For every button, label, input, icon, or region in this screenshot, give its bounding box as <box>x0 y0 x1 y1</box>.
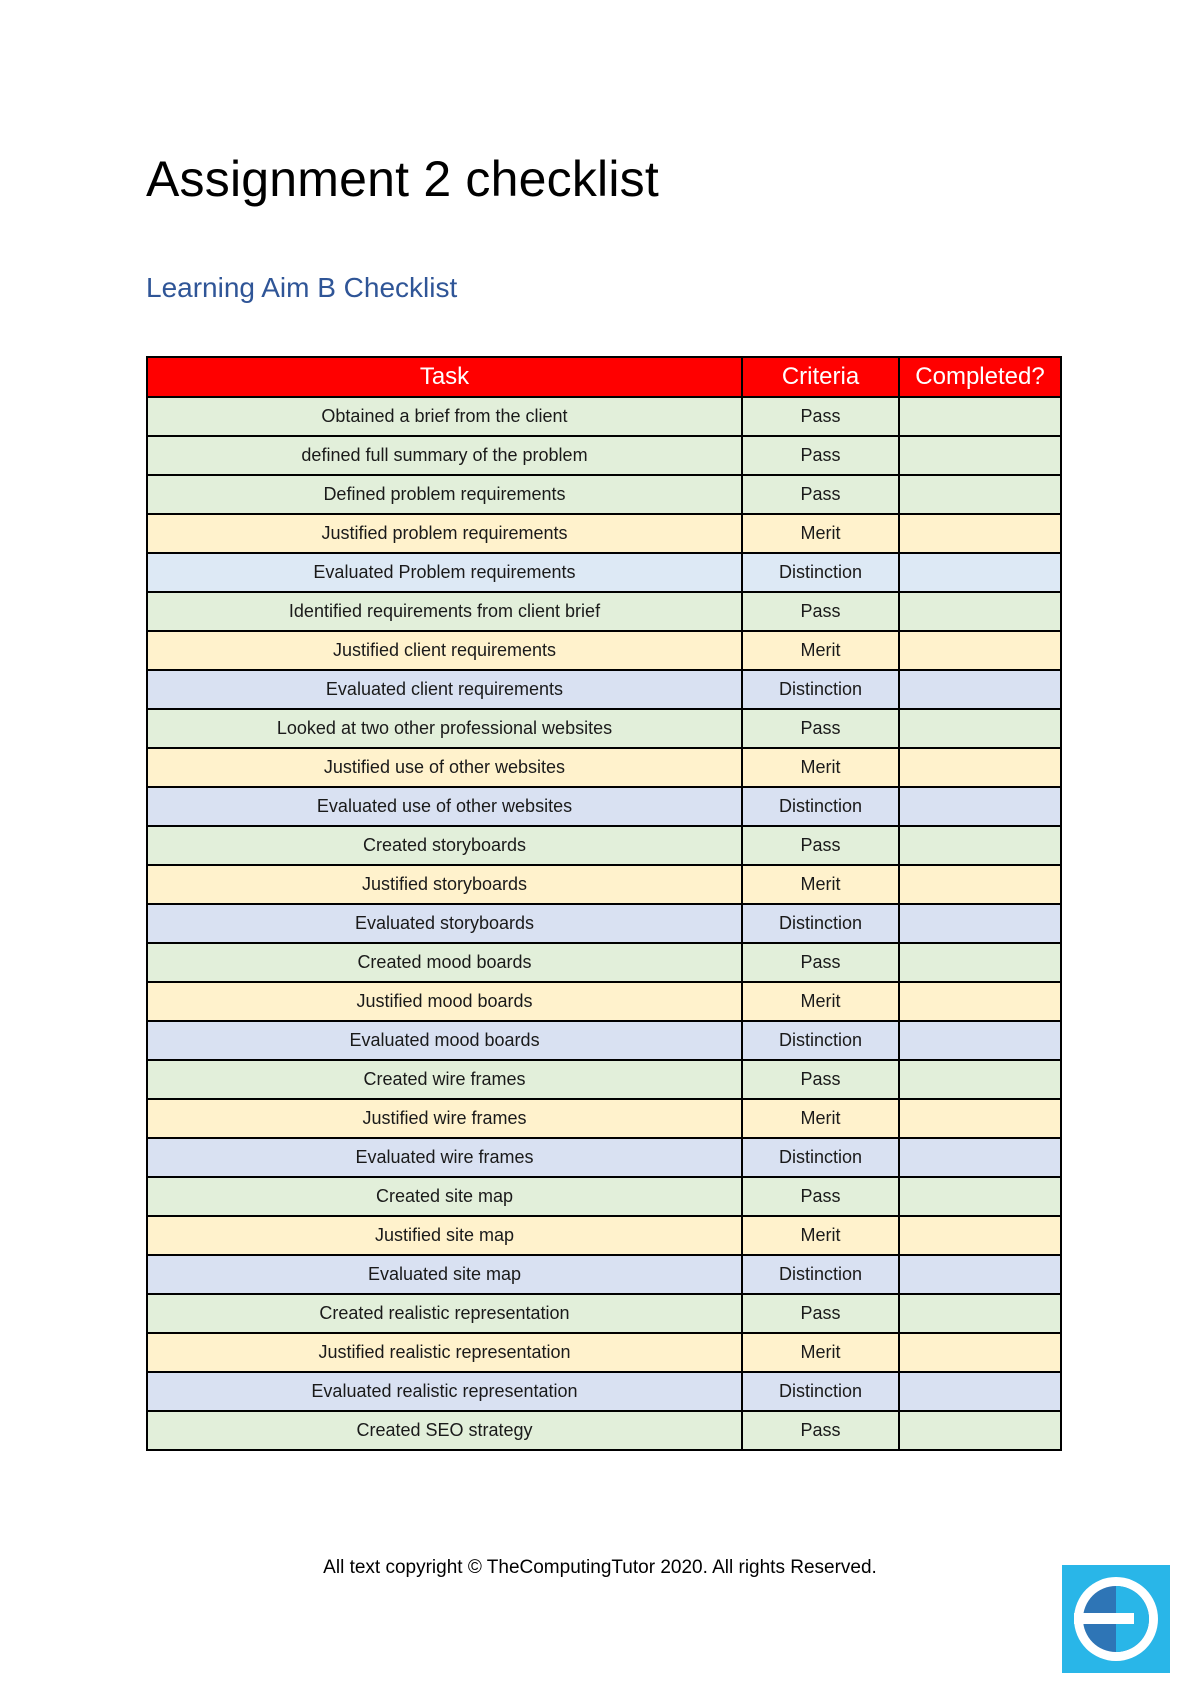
task-cell: Justified problem requirements <box>147 514 742 553</box>
criteria-cell: Merit <box>742 982 899 1021</box>
completed-cell[interactable] <box>899 1099 1061 1138</box>
task-cell: Evaluated Problem requirements <box>147 553 742 592</box>
completed-cell[interactable] <box>899 1021 1061 1060</box>
table-row <box>147 1099 1061 1138</box>
completed-cell[interactable] <box>899 553 1061 592</box>
task-cell: defined full summary of the problem <box>147 436 742 475</box>
table-row <box>147 1060 1061 1099</box>
completed-cell[interactable] <box>899 943 1061 982</box>
task-cell: Identified requirements from client brief <box>147 592 742 631</box>
task-cell: Created mood boards <box>147 943 742 982</box>
criteria-cell: Pass <box>742 1411 899 1450</box>
criteria-cell: Distinction <box>742 1138 899 1177</box>
table-row <box>147 1255 1061 1294</box>
completed-cell[interactable] <box>899 631 1061 670</box>
task-cell: Evaluated realistic representation <box>147 1372 742 1411</box>
criteria-cell: Merit <box>742 748 899 787</box>
completed-cell[interactable] <box>899 1294 1061 1333</box>
criteria-cell: Pass <box>742 826 899 865</box>
task-cell: Evaluated site map <box>147 1255 742 1294</box>
completed-cell[interactable] <box>899 397 1061 436</box>
table-row <box>147 1177 1061 1216</box>
criteria-cell: Distinction <box>742 787 899 826</box>
completed-cell[interactable] <box>899 670 1061 709</box>
criteria-cell: Distinction <box>742 904 899 943</box>
completed-cell[interactable] <box>899 982 1061 1021</box>
header-task: Task <box>147 357 742 397</box>
task-cell: Justified use of other websites <box>147 748 742 787</box>
criteria-cell: Pass <box>742 1177 899 1216</box>
criteria-cell: Pass <box>742 397 899 436</box>
checklist-table <box>146 356 1062 1451</box>
task-cell: Justified wire frames <box>147 1099 742 1138</box>
table-row <box>147 943 1061 982</box>
completed-cell[interactable] <box>899 436 1061 475</box>
task-cell: Evaluated mood boards <box>147 1021 742 1060</box>
table-row <box>147 1372 1061 1411</box>
criteria-cell: Pass <box>742 592 899 631</box>
criteria-cell: Merit <box>742 1099 899 1138</box>
completed-cell[interactable] <box>899 1216 1061 1255</box>
copyright-footer: All text copyright © TheComputingTutor 2020. All rights Reserved. <box>323 1557 877 1578</box>
completed-cell[interactable] <box>899 592 1061 631</box>
criteria-cell: Distinction <box>742 1372 899 1411</box>
criteria-cell: Distinction <box>742 1255 899 1294</box>
computing-tutor-logo-icon <box>1062 1565 1170 1673</box>
completed-cell[interactable] <box>899 1333 1061 1372</box>
task-cell: Evaluated client requirements <box>147 670 742 709</box>
task-cell: Looked at two other professional websites <box>147 709 742 748</box>
table-row <box>147 709 1061 748</box>
table-row <box>147 436 1061 475</box>
task-cell: Created realistic representation <box>147 1294 742 1333</box>
table-row <box>147 1294 1061 1333</box>
checklist-body <box>147 397 1061 1450</box>
completed-cell[interactable] <box>899 826 1061 865</box>
completed-cell[interactable] <box>899 475 1061 514</box>
table-row <box>147 397 1061 436</box>
table-row <box>147 787 1061 826</box>
table-row <box>147 592 1061 631</box>
task-cell: Defined problem requirements <box>147 475 742 514</box>
table-row <box>147 904 1061 943</box>
criteria-cell: Pass <box>742 1060 899 1099</box>
criteria-cell: Merit <box>742 865 899 904</box>
completed-cell[interactable] <box>899 1177 1061 1216</box>
table-row <box>147 1411 1061 1450</box>
table-row <box>147 475 1061 514</box>
criteria-cell: Merit <box>742 1216 899 1255</box>
task-cell: Evaluated storyboards <box>147 904 742 943</box>
criteria-cell: Merit <box>742 631 899 670</box>
task-cell: Evaluated wire frames <box>147 1138 742 1177</box>
section-subtitle: Learning Aim B Checklist <box>146 272 458 303</box>
completed-cell[interactable] <box>899 1372 1061 1411</box>
task-cell: Created storyboards <box>147 826 742 865</box>
completed-cell[interactable] <box>899 1255 1061 1294</box>
criteria-cell: Distinction <box>742 670 899 709</box>
table-row <box>147 1333 1061 1372</box>
table-row <box>147 1138 1061 1177</box>
task-cell: Justified client requirements <box>147 631 742 670</box>
criteria-cell: Pass <box>742 943 899 982</box>
completed-cell[interactable] <box>899 748 1061 787</box>
completed-cell[interactable] <box>899 904 1061 943</box>
task-cell: Created site map <box>147 1177 742 1216</box>
task-cell: Justified site map <box>147 1216 742 1255</box>
table-row <box>147 865 1061 904</box>
criteria-cell: Merit <box>742 1333 899 1372</box>
criteria-cell: Pass <box>742 709 899 748</box>
completed-cell[interactable] <box>899 1060 1061 1099</box>
table-row <box>147 1216 1061 1255</box>
criteria-cell: Pass <box>742 475 899 514</box>
completed-cell[interactable] <box>899 1138 1061 1177</box>
criteria-cell: Pass <box>742 1294 899 1333</box>
completed-cell[interactable] <box>899 787 1061 826</box>
task-cell: Created wire frames <box>147 1060 742 1099</box>
table-header-row <box>147 357 1061 397</box>
page-title: Assignment 2 checklist <box>146 151 659 207</box>
task-cell: Created SEO strategy <box>147 1411 742 1450</box>
table-row <box>147 826 1061 865</box>
criteria-cell: Distinction <box>742 1021 899 1060</box>
table-row <box>147 514 1061 553</box>
table-row <box>147 631 1061 670</box>
completed-cell[interactable] <box>899 865 1061 904</box>
completed-cell[interactable] <box>899 709 1061 748</box>
table-row <box>147 670 1061 709</box>
table-row <box>147 748 1061 787</box>
completed-cell[interactable] <box>899 1411 1061 1450</box>
task-cell: Evaluated use of other websites <box>147 787 742 826</box>
task-cell: Justified mood boards <box>147 982 742 1021</box>
completed-cell[interactable] <box>899 514 1061 553</box>
table-row <box>147 1021 1061 1060</box>
table-row <box>147 982 1061 1021</box>
criteria-cell: Merit <box>742 514 899 553</box>
criteria-cell: Pass <box>742 436 899 475</box>
header-criteria: Criteria <box>742 357 899 397</box>
criteria-cell: Distinction <box>742 553 899 592</box>
task-cell: Obtained a brief from the client <box>147 397 742 436</box>
header-completed: Completed? <box>899 357 1061 397</box>
task-cell: Justified realistic representation <box>147 1333 742 1372</box>
table-row <box>147 553 1061 592</box>
task-cell: Justified storyboards <box>147 865 742 904</box>
